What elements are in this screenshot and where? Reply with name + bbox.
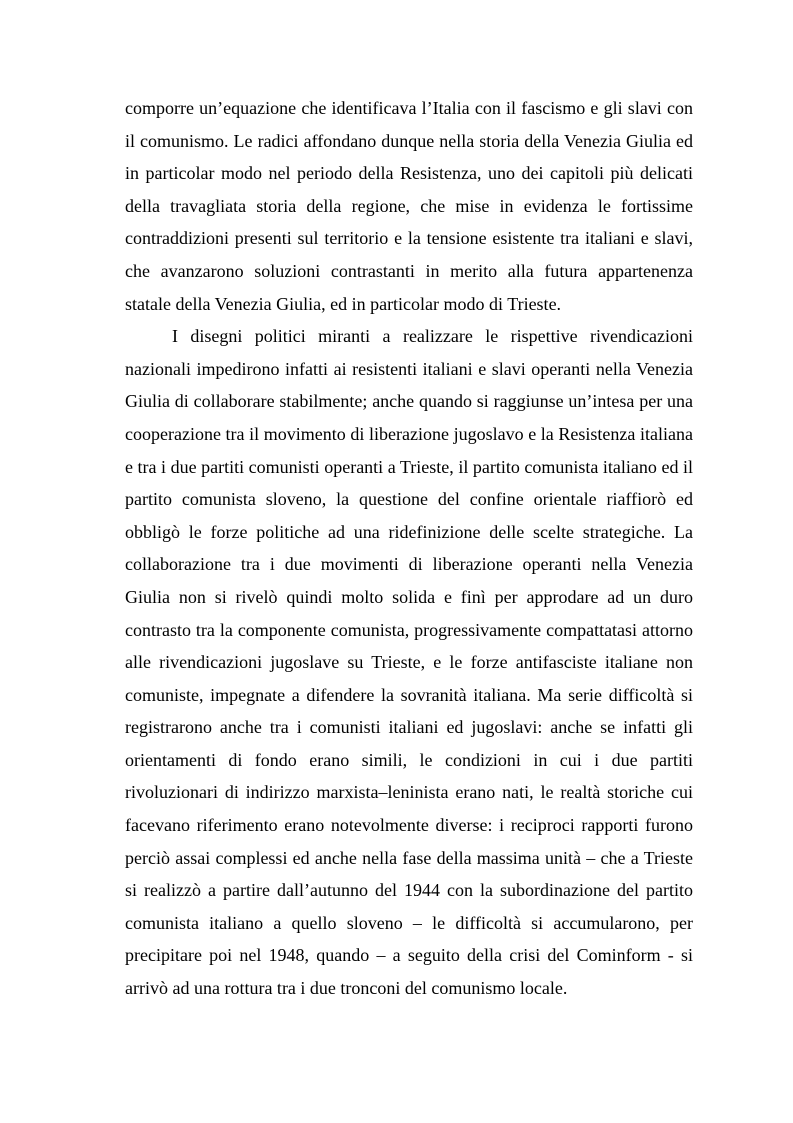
paragraph-1: comporre un’equazione che identificava l’Italia con il fascismo e gli slavi con il comunismo. Le radici affondano dunque nella storia della Venezia Giulia ed in particolar modo nel periodo della Resistenza, uno dei capitoli più delicati della travagliata storia della regione, che mise in evidenza le fortissime contraddizioni presenti sul territorio e la tensione esistente tra italiani e slavi, che avanzarono soluzioni contrastanti in merito alla futura appartenenza statale della Venezia Giulia, ed in particolar modo di Trieste. xyxy=(125,98,693,314)
document-page xyxy=(125,92,693,1005)
paragraph-2: I disegni politici miranti a realizzare le rispettive rivendicazioni nazionali impedirono infatti ai resistenti italiani e slavi operanti nella Venezia Giulia di collaborare stabilmente; anche quando si raggiunse un’intesa per una cooperazione tra il movimento di liberazione jugoslavo e la Resistenza italiana e tra i due partiti comunisti operanti a Trieste, il partito comunista italiano ed il partito comunista sloveno, la questione del confine orientale riaffiorò ed obbligò le forze politiche ad una ridefinizione delle scelte strategiche. La collaborazione tra i due movimenti di liberazione operanti nella Venezia Giulia non si rivelò quindi molto solida e finì per approdare ad un duro contrasto tra la componente comunista, progressivamente compattatasi attorno alle rivendicazioni jugoslave su Trieste, e le forze antifasciste italiane non comuniste, impegnate a difendere la sovranità italiana. Ma serie difficoltà si registrarono anche tra i comunisti italiani ed jugoslavi: anche se infatti gli orientamenti di fondo erano simili, le condizioni in cui i due partiti rivoluzionari di indirizzo marxista–leninista erano nati, le realtà storiche cui facevano riferimento erano notevolmente diverse: i reciproci rapporti furono perciò assai complessi ed anche nella fase della massima unità – che a Trieste si realizzò a partire dall’autunno del 1944 con la subordinazione del partito comunista italiano a quello sloveno – le difficoltà si accumularono, per precipitare poi nel 1948, quando – a seguito della crisi del Cominform - si arrivò ad una rottura tra i due tronconi del comunismo locale. xyxy=(125,326,693,999)
